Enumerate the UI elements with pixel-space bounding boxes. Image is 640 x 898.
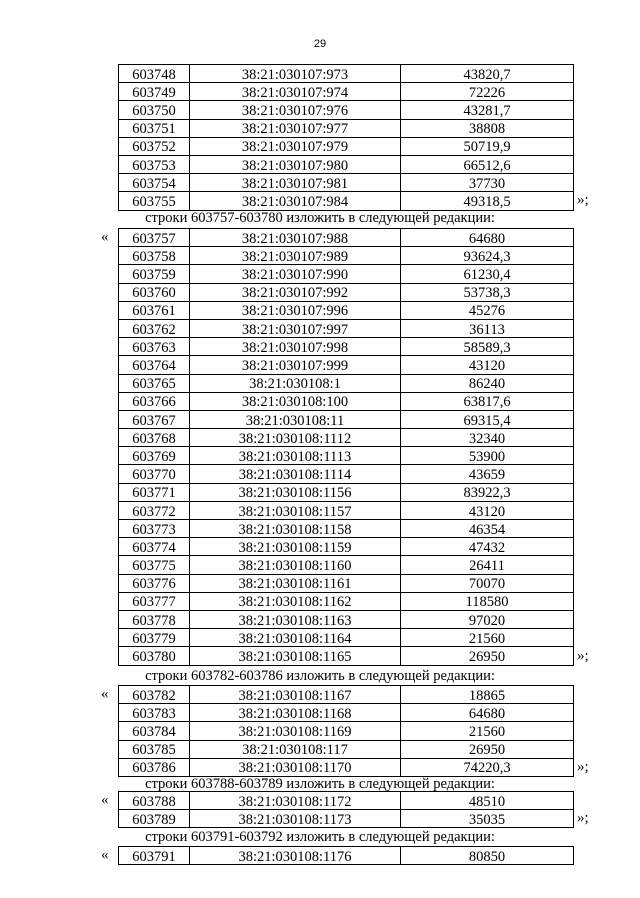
value-cell: 43820,7: [401, 65, 574, 83]
row-number-cell: 603786: [119, 758, 190, 776]
cadastral-number-cell: 38:21:030108:1169: [190, 722, 401, 740]
row-number-cell: 603752: [119, 137, 190, 155]
value-cell: 74220,3: [401, 758, 574, 776]
value-cell: 45276: [401, 301, 574, 319]
cadastral-number-cell: 38:21:030108:100: [190, 392, 401, 410]
row-number-cell: 603784: [119, 722, 190, 740]
cadastral-number-cell: 38:21:030107:980: [190, 155, 401, 173]
table-row: [119, 283, 574, 301]
cadastral-number-cell: 38:21:030107:999: [190, 356, 401, 374]
cadastral-number-cell: 38:21:030108:1112: [190, 429, 401, 447]
table-row: [119, 410, 574, 428]
row-number-cell: 603753: [119, 155, 190, 173]
value-cell: 26950: [401, 740, 574, 758]
table-row: [119, 465, 574, 483]
table-row: [119, 83, 574, 101]
table-row: [119, 65, 574, 83]
cadastral-number-cell: 38:21:030107:996: [190, 301, 401, 319]
cadastral-number-cell: 38:21:030107:977: [190, 119, 401, 137]
row-number-cell: 603755: [119, 192, 190, 210]
row-number-cell: 603788: [119, 792, 190, 810]
cadastral-number-cell: 38:21:030107:981: [190, 174, 401, 192]
row-number-cell: 603779: [119, 629, 190, 647]
row-number-cell: 603789: [119, 810, 190, 828]
cadastral-number-cell: 38:21:030108:1168: [190, 704, 401, 722]
row-number-cell: 603782: [119, 686, 190, 704]
opening-quote: «: [101, 792, 109, 808]
row-number-cell: 603760: [119, 283, 190, 301]
cadastral-number-cell: 38:21:030108:1170: [190, 758, 401, 776]
table-row: [119, 447, 574, 465]
table-row: [119, 265, 574, 283]
table-row: [119, 704, 574, 722]
table-row: [119, 592, 574, 610]
table-row: [119, 574, 574, 592]
row-number-cell: 603754: [119, 174, 190, 192]
value-cell: 58589,3: [401, 338, 574, 356]
value-cell: 32340: [401, 429, 574, 447]
row-number-cell: 603748: [119, 65, 190, 83]
cadastral-number-cell: 38:21:030108:11: [190, 410, 401, 428]
value-cell: 69315,4: [401, 410, 574, 428]
value-cell: 43120: [401, 356, 574, 374]
cadastral-number-cell: 38:21:030107:984: [190, 192, 401, 210]
cadastral-number-cell: 38:21:030108:1165: [190, 647, 401, 665]
row-number-cell: 603761: [119, 301, 190, 319]
amendment-caption: строки 603791-603792 изложить в следующей редакции:: [145, 829, 495, 845]
table-row: [119, 192, 574, 210]
row-number-cell: 603765: [119, 374, 190, 392]
value-cell: 43659: [401, 465, 574, 483]
row-number-cell: 603773: [119, 520, 190, 538]
row-number-cell: 603783: [119, 704, 190, 722]
value-cell: 46354: [401, 520, 574, 538]
value-cell: 72226: [401, 83, 574, 101]
table-row: [119, 301, 574, 319]
closing-quote: »;: [577, 192, 589, 209]
value-cell: 35035: [401, 810, 574, 828]
cadastral-number-cell: 38:21:030108:1164: [190, 629, 401, 647]
cadastral-number-cell: 38:21:030107:989: [190, 247, 401, 265]
data-table: [118, 791, 574, 828]
table-row: [119, 740, 574, 758]
table-row: [119, 847, 574, 865]
row-number-cell: 603778: [119, 610, 190, 628]
row-number-cell: 603749: [119, 83, 190, 101]
table-row: [119, 758, 574, 776]
table-row: [119, 319, 574, 337]
value-cell: 21560: [401, 629, 574, 647]
opening-quote: «: [101, 686, 109, 702]
value-cell: 26411: [401, 556, 574, 574]
value-cell: 61230,4: [401, 265, 574, 283]
data-table: [118, 846, 574, 865]
cadastral-number-cell: 38:21:030108:117: [190, 740, 401, 758]
opening-quote: «: [101, 229, 109, 245]
row-number-cell: 603776: [119, 574, 190, 592]
value-cell: 38808: [401, 119, 574, 137]
table-row: [119, 501, 574, 519]
cadastral-number-cell: 38:21:030108:1172: [190, 792, 401, 810]
value-cell: 83922,3: [401, 483, 574, 501]
value-cell: 97020: [401, 610, 574, 628]
closing-quote: »;: [577, 647, 589, 664]
cadastral-number-cell: 38:21:030108:1159: [190, 538, 401, 556]
cadastral-number-cell: 38:21:030108:1114: [190, 465, 401, 483]
value-cell: 36113: [401, 319, 574, 337]
row-number-cell: 603767: [119, 410, 190, 428]
cadastral-number-cell: 38:21:030108:1156: [190, 483, 401, 501]
table-row: [119, 155, 574, 173]
row-number-cell: 603759: [119, 265, 190, 283]
value-cell: 70070: [401, 574, 574, 592]
cadastral-number-cell: 38:21:030108:1162: [190, 592, 401, 610]
cadastral-number-cell: 38:21:030107:973: [190, 65, 401, 83]
cadastral-number-cell: 38:21:030108:1163: [190, 610, 401, 628]
row-number-cell: 603750: [119, 101, 190, 119]
value-cell: 50719,9: [401, 137, 574, 155]
row-number-cell: 603768: [119, 429, 190, 447]
row-number-cell: 603774: [119, 538, 190, 556]
table-row: [119, 338, 574, 356]
table-row: [119, 483, 574, 501]
page-number: 29: [313, 38, 327, 50]
cadastral-number-cell: 38:21:030107:997: [190, 319, 401, 337]
cadastral-number-cell: 38:21:030107:992: [190, 283, 401, 301]
cadastral-number-cell: 38:21:030107:974: [190, 83, 401, 101]
value-cell: 18865: [401, 686, 574, 704]
table-row: [119, 520, 574, 538]
row-number-cell: 603772: [119, 501, 190, 519]
table-row: [119, 810, 574, 828]
row-number-cell: 603785: [119, 740, 190, 758]
row-number-cell: 603769: [119, 447, 190, 465]
data-table: [118, 228, 574, 666]
row-number-cell: 603758: [119, 247, 190, 265]
row-number-cell: 603751: [119, 119, 190, 137]
value-cell: 47432: [401, 538, 574, 556]
row-number-cell: 603766: [119, 392, 190, 410]
row-number-cell: 603791: [119, 847, 190, 865]
amendment-caption: строки 603757-603780 изложить в следующей редакции:: [145, 210, 495, 226]
cadastral-number-cell: 38:21:030107:976: [190, 101, 401, 119]
row-number-cell: 603763: [119, 338, 190, 356]
row-number-cell: 603762: [119, 319, 190, 337]
cadastral-number-cell: 38:21:030108:1176: [190, 847, 401, 865]
amendment-caption: строки 603782-603786 изложить в следующей редакции:: [145, 668, 495, 684]
table-row: [119, 137, 574, 155]
opening-quote: «: [101, 847, 109, 863]
table-row: [119, 610, 574, 628]
cadastral-number-cell: 38:21:030108:1161: [190, 574, 401, 592]
cadastral-number-cell: 38:21:030107:988: [190, 229, 401, 247]
cadastral-number-cell: 38:21:030107:979: [190, 137, 401, 155]
value-cell: 86240: [401, 374, 574, 392]
table-row: [119, 229, 574, 247]
cadastral-number-cell: 38:21:030108:1157: [190, 501, 401, 519]
value-cell: 93624,3: [401, 247, 574, 265]
value-cell: 118580: [401, 592, 574, 610]
cadastral-number-cell: 38:21:030107:998: [190, 338, 401, 356]
cadastral-number-cell: 38:21:030108:1160: [190, 556, 401, 574]
cadastral-number-cell: 38:21:030107:990: [190, 265, 401, 283]
row-number-cell: 603780: [119, 647, 190, 665]
value-cell: 66512,6: [401, 155, 574, 173]
value-cell: 21560: [401, 722, 574, 740]
table-row: [119, 374, 574, 392]
value-cell: 63817,6: [401, 392, 574, 410]
row-number-cell: 603757: [119, 229, 190, 247]
table-row: [119, 356, 574, 374]
row-number-cell: 603777: [119, 592, 190, 610]
table-row: [119, 647, 574, 665]
closing-quote: »;: [577, 758, 589, 775]
table-row: [119, 392, 574, 410]
row-number-cell: 603764: [119, 356, 190, 374]
value-cell: 49318,5: [401, 192, 574, 210]
value-cell: 43120: [401, 501, 574, 519]
table-row: [119, 792, 574, 810]
table-row: [119, 556, 574, 574]
value-cell: 43281,7: [401, 101, 574, 119]
table-row: [119, 101, 574, 119]
value-cell: 64680: [401, 229, 574, 247]
table-row: [119, 429, 574, 447]
cadastral-number-cell: 38:21:030108:1167: [190, 686, 401, 704]
row-number-cell: 603771: [119, 483, 190, 501]
row-number-cell: 603770: [119, 465, 190, 483]
table-row: [119, 538, 574, 556]
table-row: [119, 629, 574, 647]
value-cell: 37730: [401, 174, 574, 192]
table-row: [119, 722, 574, 740]
cadastral-number-cell: 38:21:030108:1: [190, 374, 401, 392]
value-cell: 53738,3: [401, 283, 574, 301]
data-table: [118, 685, 574, 777]
cadastral-number-cell: 38:21:030108:1173: [190, 810, 401, 828]
value-cell: 48510: [401, 792, 574, 810]
cadastral-number-cell: 38:21:030108:1113: [190, 447, 401, 465]
value-cell: 64680: [401, 704, 574, 722]
table-row: [119, 247, 574, 265]
cadastral-number-cell: 38:21:030108:1158: [190, 520, 401, 538]
table-row: [119, 119, 574, 137]
table-row: [119, 174, 574, 192]
value-cell: 26950: [401, 647, 574, 665]
value-cell: 53900: [401, 447, 574, 465]
amendment-caption: строки 603788-603789 изложить в следующей редакции:: [145, 776, 495, 792]
closing-quote: »;: [577, 810, 589, 827]
table-row: [119, 686, 574, 704]
value-cell: 80850: [401, 847, 574, 865]
row-number-cell: 603775: [119, 556, 190, 574]
data-table: [118, 64, 574, 211]
